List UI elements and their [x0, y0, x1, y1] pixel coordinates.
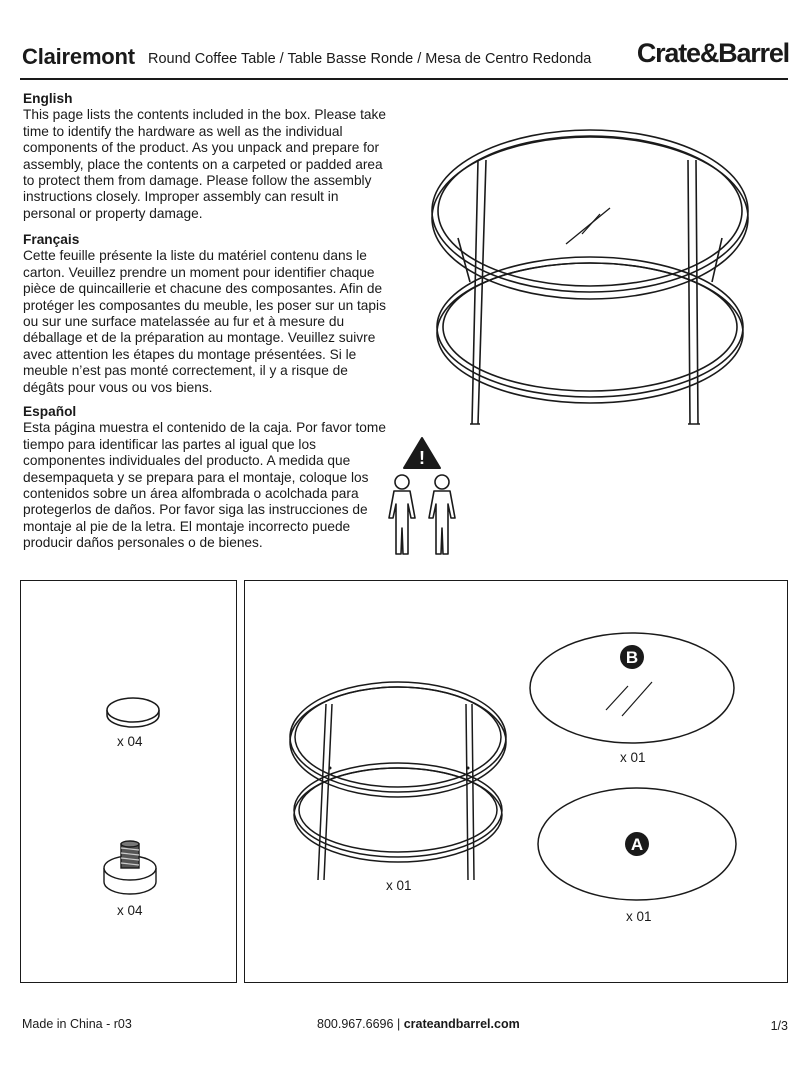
- contact-info: [317, 1017, 520, 1031]
- product-name: Clairemont: [22, 44, 135, 69]
- spanish-body: Esta página muestra el contenido de la caja. Por favor tome tiempo para identificar las partes al igual que los componentes individuales del producto. A medida que desempaqueta y se prepara para el montaje, coloque los contenidos sobre un área alfombrada o acolchada para protegerlos de daños. Por favor siga las instrucciones de montaje al pie de la letra. El montaje incorrecto puede producir daños personales o de bienes.: [23, 420, 386, 551]
- glass-top-label: B: [625, 648, 639, 667]
- spanish-heading: Español: [23, 404, 77, 419]
- phone-number: 800.967.6696: [317, 1017, 394, 1031]
- contact-separator: |: [396, 1017, 401, 1031]
- table-frame-quantity: x 01: [386, 878, 412, 893]
- glass-shelf-icon: [536, 785, 738, 903]
- glass-top-quantity: x 01: [620, 750, 646, 765]
- glass-shelf-quantity: x 01: [626, 909, 652, 924]
- website-link[interactable]: crateandbarrel.com: [403, 1017, 520, 1031]
- english-body: This page lists the contents included in the box. Please take time to identify the hardware as well as the individual components of the product. As you unpack and prepare for assembly, place the contents on a carpeted or padded area to protect them from damage. Please follow the assembly instructions closely. Improper assembly can result in personal or property damage.: [23, 107, 386, 221]
- threaded-glide-quantity: x 04: [117, 903, 143, 918]
- glass-top-icon: [528, 630, 736, 746]
- french-body: Cette feuille présente la liste du matériel contenu dans le carton. Veuillez prendre un moment pour identifier chaque pièce de quincaillerie et chacune des composantes. Afin de protéger les composantes du meuble, les poser sur un tapis ou sur une surface matelassée au fur et à mesure du déballage et de la préparation au montage. Veuillez suivre avec attention les étapes du montage présentées. Si le meuble n’est pas monté correctement, il y a risque de dégâts pour vous ou vos biens.: [23, 248, 386, 395]
- glass-shelf-label: A: [630, 835, 644, 854]
- product-subtitle: Round Coffee Table / Table Basse Ronde / Mesa de Centro Redonda: [148, 51, 592, 67]
- french-heading: Français: [23, 232, 80, 247]
- page-number: 1/3: [770, 1019, 788, 1033]
- origin-note: Made in China - r03: [22, 1017, 132, 1031]
- felt-pad-quantity: x 04: [117, 734, 143, 749]
- brand-logo: Crate&Barrel: [636, 38, 789, 68]
- english-heading: English: [23, 91, 73, 106]
- warning-symbol: !: [419, 448, 425, 468]
